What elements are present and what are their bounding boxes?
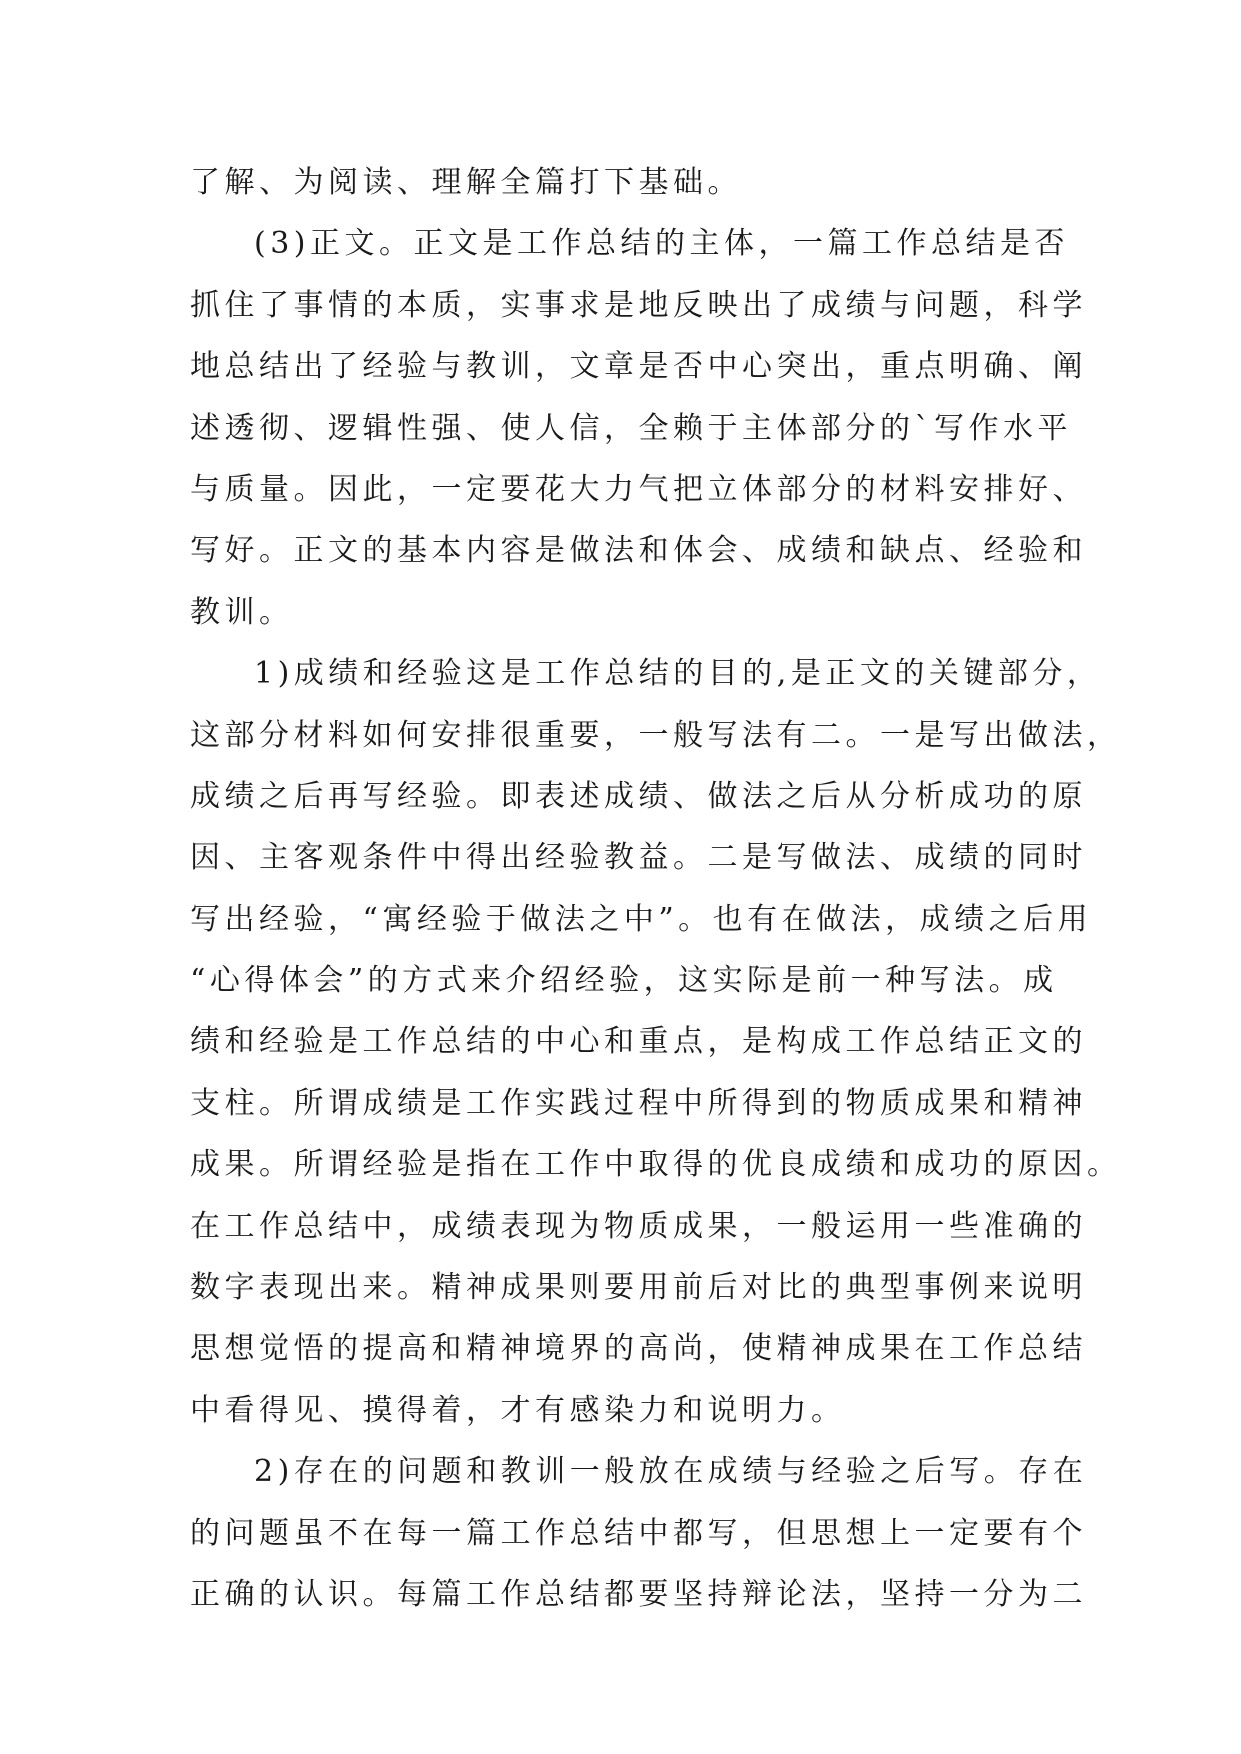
document-page: [190, 152, 1122, 1625]
paragraph-start-line: 1)成绩和经验这是工作总结的目的,是正文的关键部分，: [254, 656, 1102, 692]
text-line: 教训。: [190, 594, 294, 630]
text-line: 与质量。因此，一定要花大力气把立体部分的材料安排好、: [190, 471, 1087, 507]
text-line: 数字表现出来。精神成果则要用前后对比的典型事例来说明: [190, 1270, 1087, 1306]
text-line: 成绩之后再写经验。即表述成绩、做法之后从分析成功的原: [190, 778, 1087, 814]
text-line: 的问题虽不在每一篇工作总结中都写，但思想上一定要有个: [190, 1515, 1087, 1551]
text-line: 中看得见、摸得着，才有感染力和说明力。: [190, 1392, 846, 1428]
text-line: “心得体会”的方式来介绍经验，这实际是前一种写法。成: [190, 963, 1058, 999]
text-line: 抓住了事情的本质，实事求是地反映出了成绩与问题，科学: [190, 287, 1087, 323]
text-line: 正确的认识。每篇工作总结都要坚持辩论法，坚持一分为二: [190, 1576, 1087, 1612]
paragraph-start-line: (3)正文。正文是工作总结的主体，一篇工作总结是否: [254, 226, 1069, 262]
text-line: 在工作总结中，成绩表现为物质成果，一般运用一些准确的: [190, 1208, 1087, 1244]
text-line: 因、主客观条件中得出经验教益。二是写做法、成绩的同时: [190, 840, 1087, 876]
text-line: 写好。正文的基本内容是做法和体会、成绩和缺点、经验和: [190, 533, 1087, 569]
text-line: 写出经验，“寓经验于做法之中”。也有在做法，成绩之后用: [190, 901, 1093, 937]
text-line: 绩和经验是工作总结的中心和重点，是构成工作总结正文的: [190, 1024, 1087, 1060]
text-line: 这部分材料如何安排很重要，一般写法有二。一是写出做法，: [190, 717, 1122, 753]
text-line: 成果。所谓经验是指在工作中取得的优良成绩和成功的原因。: [190, 1147, 1122, 1183]
text-line: 地总结出了经验与教训，文章是否中心突出，重点明确、阐: [190, 349, 1087, 385]
text-line: 思想觉悟的提高和精神境界的高尚，使精神成果在工作总结: [190, 1331, 1087, 1367]
text-line: 述透彻、逻辑性强、使人信，全赖于主体部分的`写作水平: [190, 410, 1072, 446]
paragraph-start-line: 2)存在的问题和教训一般放在成绩与经验之后写。存在: [254, 1454, 1088, 1490]
text-line: 支柱。所谓成绩是工作实践过程中所得到的物质成果和精神: [190, 1085, 1087, 1121]
text-line: 了解、为阅读、理解全篇打下基础。: [190, 165, 742, 200]
